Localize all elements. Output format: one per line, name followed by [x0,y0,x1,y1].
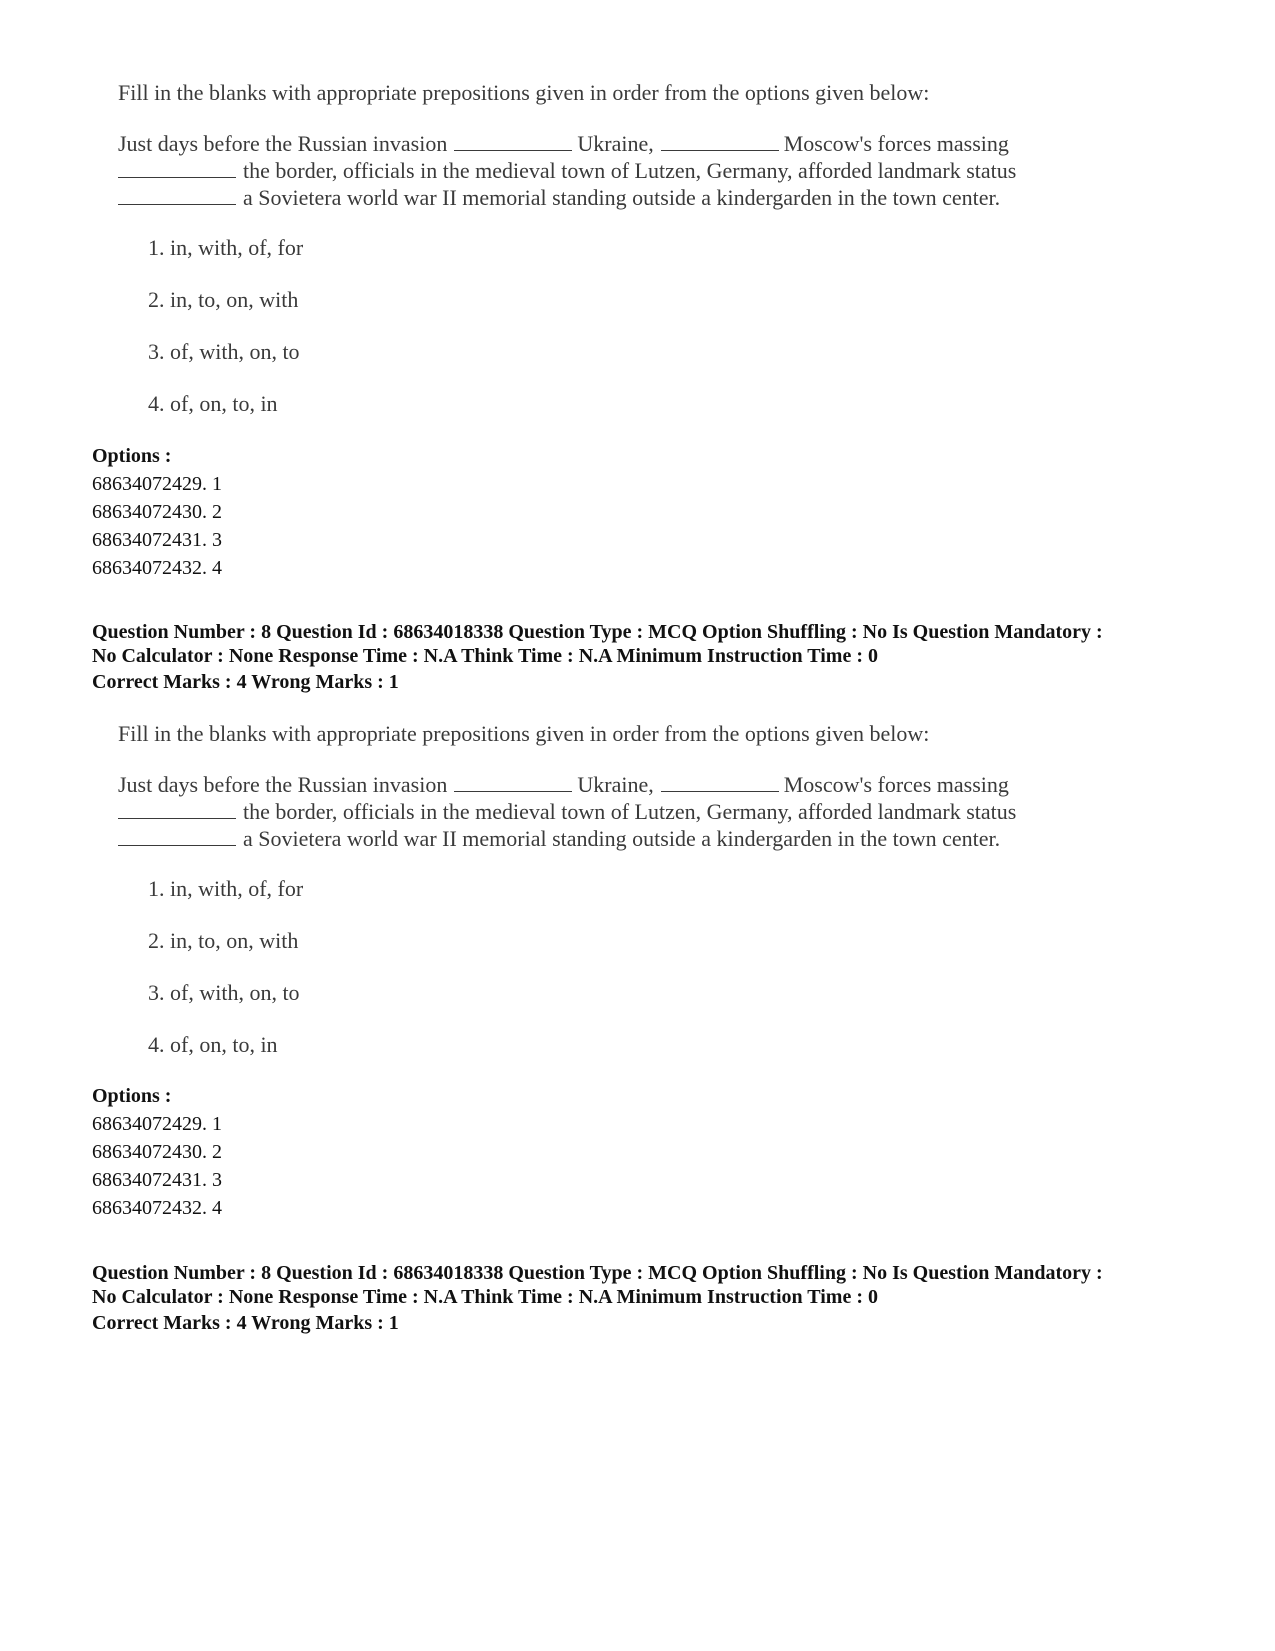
options-label: Options : [92,1085,172,1107]
question-header [92,1261,1212,1309]
passage-text: Just days before the Russian invasion [118,131,448,156]
answer-choice: 1. in, with, of, for [148,235,304,260]
passage-line [118,798,1016,825]
option-item: 68634072429. 1 [92,473,222,495]
blank-line [454,773,572,792]
question-header-line: No Calculator : None Response Time : N.A Think Time : N.A Minimum Instruction Time : 0 [92,1286,878,1308]
marks-line: Correct Marks : 4 Wrong Marks : 1 [92,1312,399,1334]
option-item: 68634072431. 3 [92,1169,222,1191]
passage-line [118,184,1016,211]
marks-line: Correct Marks : 4 Wrong Marks : 1 [92,671,399,693]
option-item: 68634072430. 2 [92,1141,222,1163]
option-item: 68634072429. 1 [92,1113,222,1135]
blank-line [661,132,779,151]
passage-text: the border, officials in the medieval town of Lutzen, Germany, afforded landmark status [243,158,1017,183]
option-item: 68634072431. 3 [92,529,222,551]
answer-choice: 4. of, on, to, in [148,1032,278,1057]
blank-line [661,773,779,792]
option-item: 68634072432. 4 [92,557,222,579]
question-header [92,620,1212,668]
passage-line [118,157,1016,184]
options-label: Options : [92,445,172,467]
option-item: 68634072430. 2 [92,501,222,523]
options-section [92,1082,222,1222]
blank-line [118,800,236,819]
passage-text: the border, officials in the medieval town of Lutzen, Germany, afforded landmark status [243,799,1017,824]
answer-choice: 2. in, to, on, with [148,928,299,953]
passage-text: a Sovietera world war II memorial standing outside a kindergarden in the town center. [243,826,1001,851]
blank-line [118,827,236,846]
question-passage [118,130,1016,211]
question-passage [118,771,1016,852]
passage-text: Ukraine, [577,131,654,156]
passage-text: Ukraine, [577,772,654,797]
answer-choice: 2. in, to, on, with [148,287,299,312]
passage-line [118,771,1016,798]
blank-line [118,186,236,205]
passage-text: Just days before the Russian invasion [118,772,448,797]
blank-line [118,159,236,178]
question-header-line: Question Number : 8 Question Id : 68634018338 Question Type : MCQ Option Shuffling : No Is Question Mandatory : [92,1262,1103,1284]
option-item: 68634072432. 4 [92,1197,222,1219]
question-instruction: Fill in the blanks with appropriate prepositions given in order from the options given below: [118,80,930,105]
question-header-line: Question Number : 8 Question Id : 68634018338 Question Type : MCQ Option Shuffling : No Is Question Mandatory : [92,621,1103,643]
options-section [92,442,222,582]
passage-text: a Sovietera world war II memorial standing outside a kindergarden in the town center. [243,185,1001,210]
question-header-line: No Calculator : None Response Time : N.A Think Time : N.A Minimum Instruction Time : 0 [92,645,878,667]
blank-line [454,132,572,151]
passage-line [118,825,1016,852]
passage-text: Moscow's forces massing [783,772,1009,797]
answer-choice: 1. in, with, of, for [148,876,304,901]
answer-choice: 4. of, on, to, in [148,391,278,416]
answer-choice: 3. of, with, on, to [148,339,300,364]
passage-text: Moscow's forces massing [783,131,1009,156]
answer-choice: 3. of, with, on, to [148,980,300,1005]
question-instruction: Fill in the blanks with appropriate prepositions given in order from the options given below: [118,721,930,746]
passage-line [118,130,1016,157]
